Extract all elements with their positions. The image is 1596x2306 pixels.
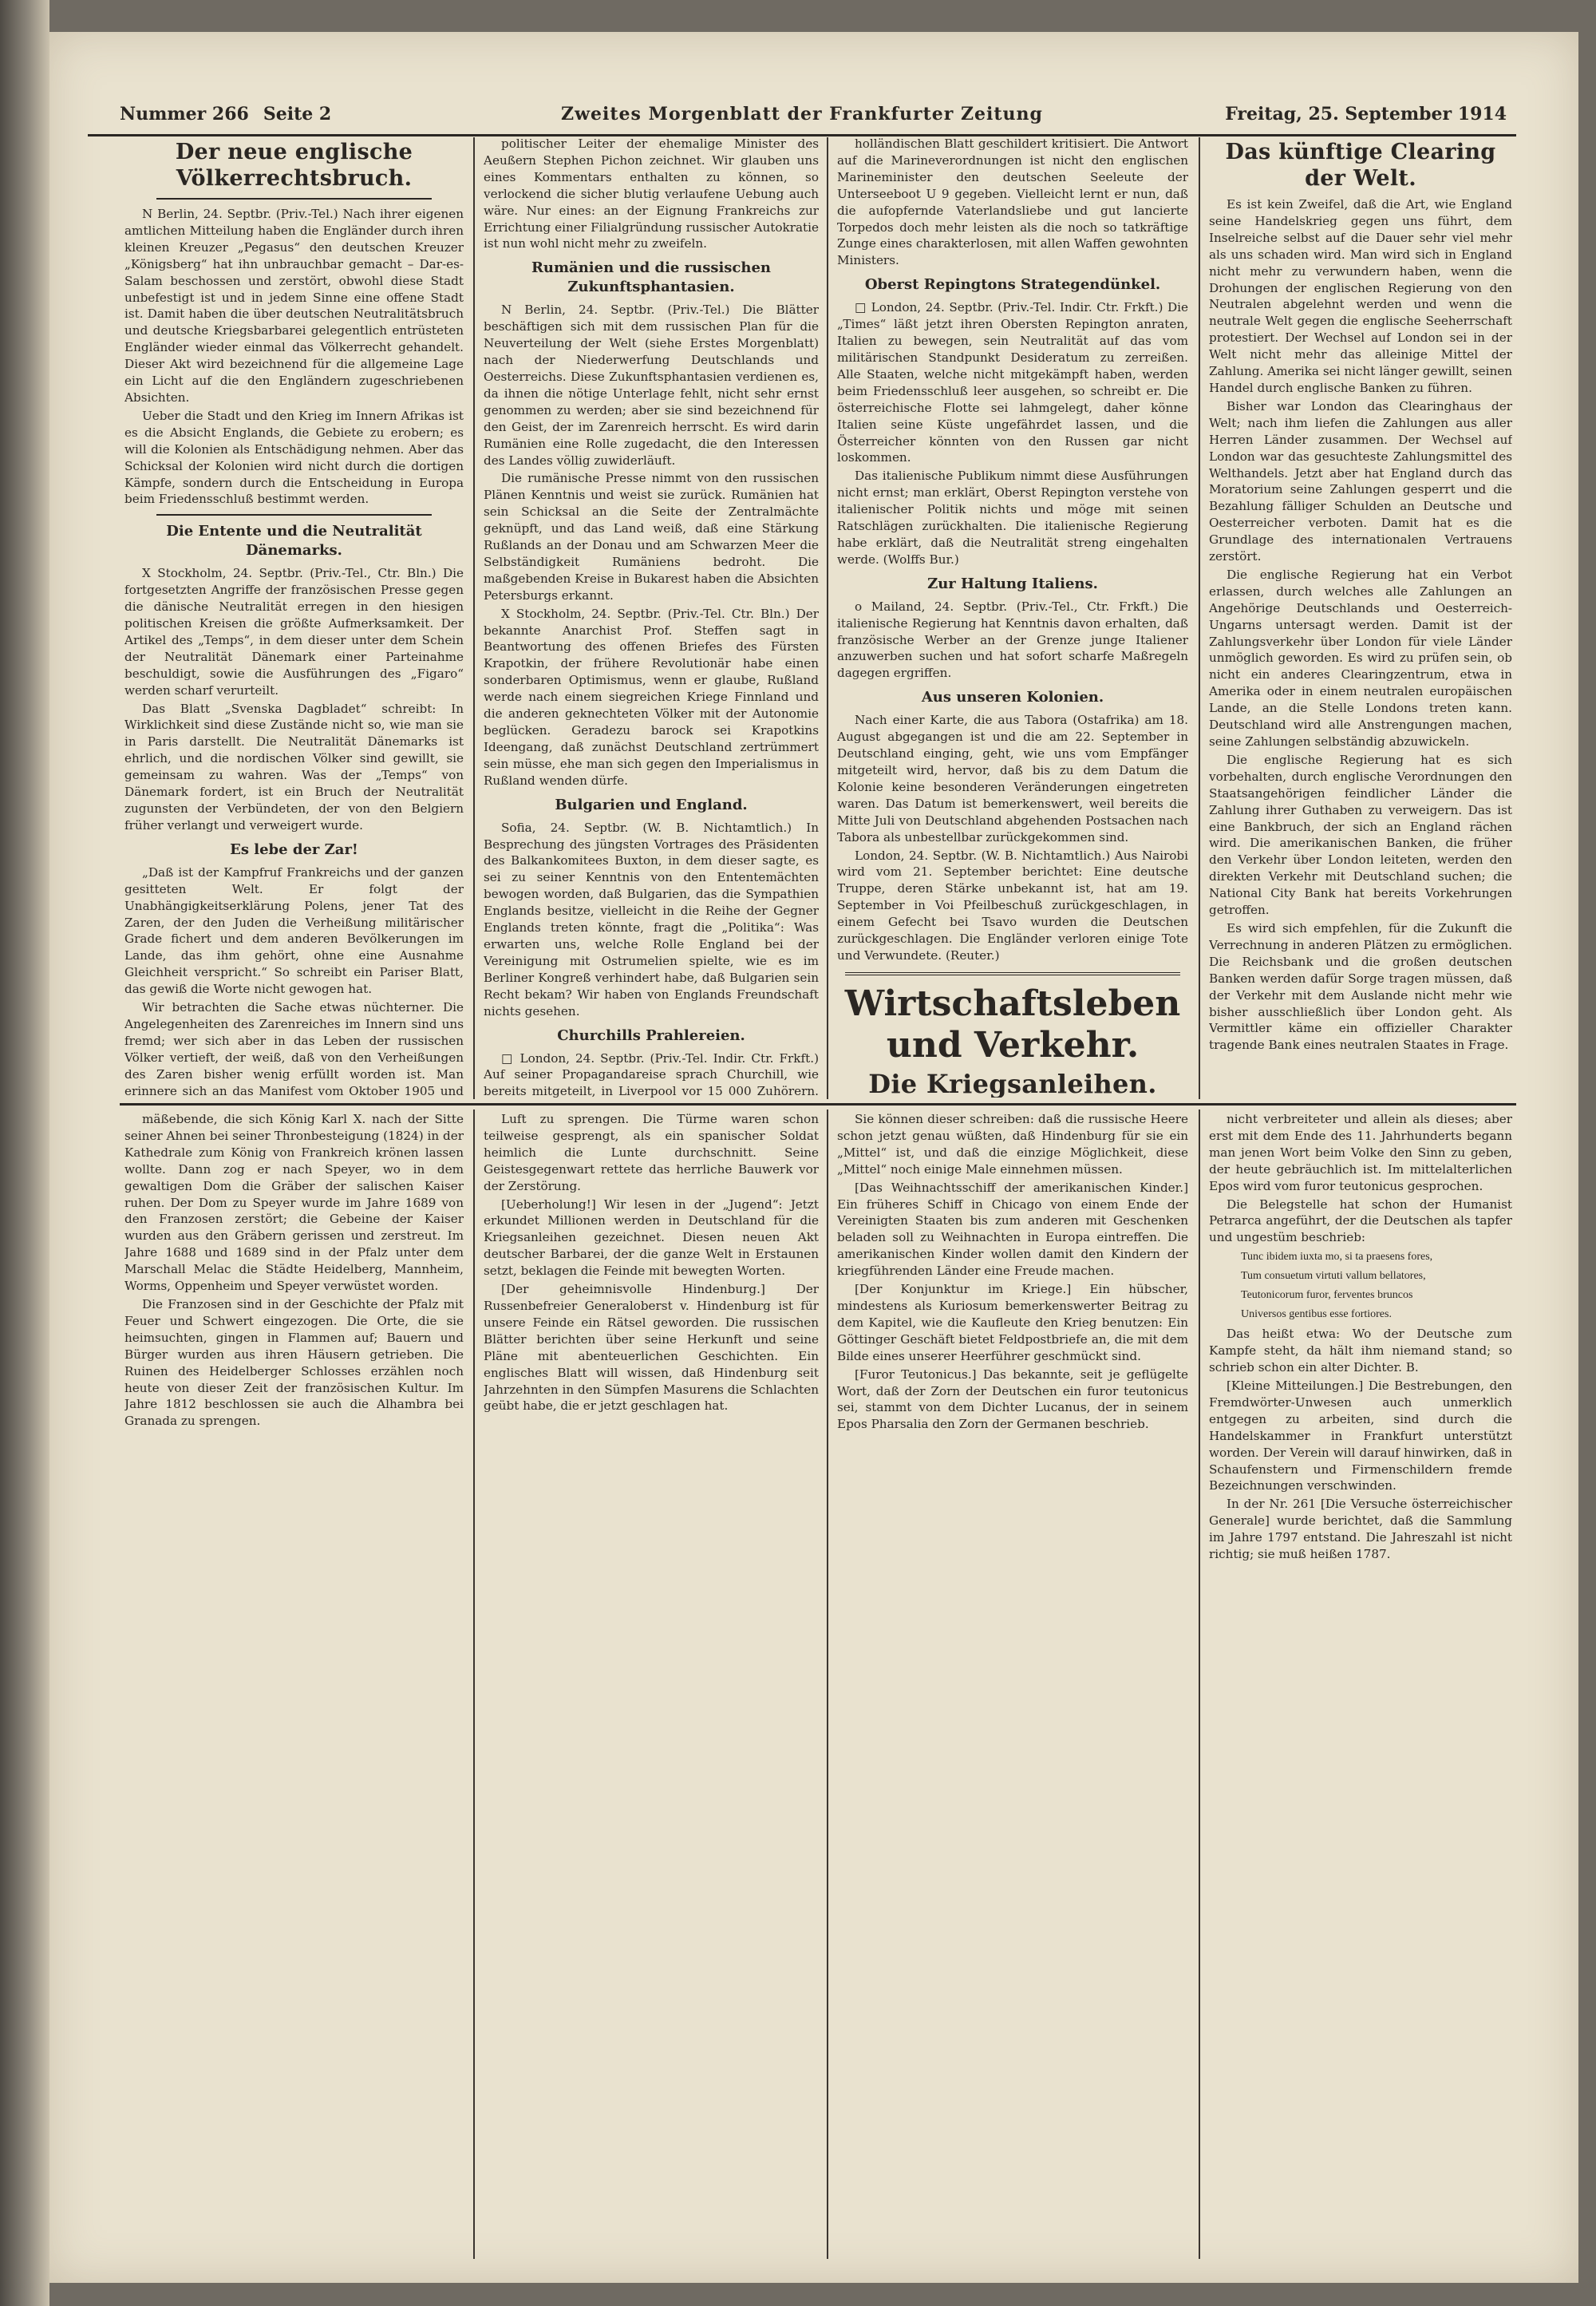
page-number: Seite 2	[263, 104, 332, 125]
article-headline: Rumänien und die russischen Zukunftsphantasien.	[531, 259, 772, 296]
article-paragraph: Wir betrachten die Sache etwas nüchterner. Die Angelegenheiten des Zarenreiches im Innern sind uns fremd; wer sich aber in das Leben der russischen Völker vertieft, der weiß, daß von den Verheißungen des Zaren bisher wenig erfüllt worden ist. Man erinnere sich an das Manifest vom Oktober 1905 und	[124, 1000, 464, 1098]
article-headline: Bulgarien und England.	[555, 796, 748, 813]
article-paragraph: [Das Weihnachtsschiff der amerikanischen Kinder.] Ein früheres Schiff in Chicago von einem Ende der Vereinigten Staaten bis zum anderen mit Geschenken beladen soll zu Weihnachten in Europa eintreffen. Die amerikanischen Kinder wollen damit den Kindern der kriegführenden Länder eine Freude machen.	[837, 1180, 1188, 1279]
article-paragraph: [Der geheimnisvolle Hindenburg.] Der Russenbefreier Generaloberst v. Hindenburg ist für unsere Feinde ein Rätsel geworden. Die russischen Blätter berichten über seine Herkunft und seine Pläne mit abenteuerlichen Geschichten. Ein englisches Blatt will wissen, daß Hindenburg seit Jahrzehnten in den Sümpfen Masurens die Schlachten geübt habe, die er jetzt geschlagen hat.	[484, 1282, 819, 1414]
column-2	[484, 136, 819, 1098]
article-headline: Das künftige Clearing der Welt.	[1225, 140, 1496, 191]
article-paragraph: Die englische Regierung hat es sich vorbehalten, durch englische Verordnungen den Staatsangehörigen feindlicher Länder die Zahlung ihrer Guthaben zu verweigern. Das ist eine Bankbruch, der sich an England rächen wird. Die amerikanischen Banken, die früher den Verkehr über London leiteten, werden den direkten Verkehr mit Deutschland suchen; die National City Bank hat bereits Vorkehrungen getroffen.	[1209, 752, 1512, 918]
article-paragraph: Ueber die Stadt und den Krieg im Innern Afrikas ist es die Absicht Englands, die Gebiete zu erobern; es will die Kolonien als Entschädigung nehmen. Aber das Schicksal der Kolonien wird nicht durch die dortigen Kämpfe, sondern durch die Entscheidung in Europa beim Friedensschluß bestimmt werden.	[124, 408, 464, 507]
article-paragraph: „Daß ist der Kampfruf Frankreichs und der ganzen gesitteten Welt. Er folgt der Unabhängigkeitserklärung Polens, jener Tat des Zaren, der den Juden die Verheißung militärischer Grade fichert und dem anderen Bevölkerungen im Lande, das ihm gehört, ohne eine Ausnahme Gleichheit verspricht.“ So schreibt ein Pariser Blatt, das gewiß die Worte nicht gewogen hat.	[124, 864, 464, 997]
article-paragraph: Sofia, 24. Septbr. (W. B. Nichtamtlich.) In Besprechung des jüngsten Vortrages des Präsidenten des Balkankomitees Buxton, in dem dieser sagte, es sei zu seiner Kenntnis von den Ententemächten bewogen worden, daß Bulgarien, das die Sympathien Englands besitze, vielleicht in die Reihe der Gegner Englands treten könnte, fragt die „Politika“: Was erwarten uns, welche Rolle England bei der Vereinigung mit Ostrumelien spielte, wie es im Berliner Kongreß verhindert habe, daß Bulgarien sein Recht bekam? Wir haben von Englands Freundschaft nichts gesehen.	[484, 820, 819, 1019]
article-paragraph: N Berlin, 24. Septbr. (Priv.-Tel.) Die Blätter beschäftigen sich mit dem russischen Plan für die Neuverteilung der Welt (siehe Erstes Morgenblatt) nach der Niederwerfung Deutschlands und Oesterreichs. Diese Zukunftsphantasien verdienen es, da ihnen die nötige Unterlage fehlt, nicht sehr ernst genommen zu werden; aber sie sind bezeichnend für den Geist, der im Zarenreich herrscht. Es wird darin Rumänien eine Rolle zugedacht, die den Interessen des Landes völlig zuwiderläuft.	[484, 303, 819, 468]
article-headline: Zur Haltung Italiens.	[927, 575, 1098, 592]
article-paragraph: Die englische Regierung hat ein Verbot erlassen, durch welches alle Zahlungen an Angehörige Deutschlands und Oesterreich-Ungarns untersagt werden. Damit ist der Zahlungsverkehr über London für viele Länder unmöglich geworden. Es wird zu prüfen sein, ob nicht ein anderes Clearingzentrum, etwa in Amerika oder in einem neutralen europäischen Lande, an die Stelle Londons treten kann. Deutschland wird alle Anstrengungen machen, seine Zahlungen selbständig abzuwickeln.	[1209, 567, 1512, 749]
bottom-column-2	[484, 1111, 819, 2253]
latin-verse-line: Tum consuetum virtuti vallum bellatores,	[1241, 1270, 1426, 1283]
article-paragraph: Die rumänische Presse nimmt von den russischen Plänen Kenntnis und weist sie zurück. Rumänien hat sein Schicksal an die Seite der Zentralmächte geknüpft, und das Land weiß, daß eine Stärkung Rußlands an der Donau und am Schwarzen Meer die Selbständigkeit Rumäniens bedroht. Die maßgebenden Kreise in Bukarest haben die Absichten Petersburgs erkannt.	[484, 471, 819, 603]
article-paragraph: o Mailand, 24. Septbr. (Priv.-Tel., Ctr. Frkft.) Die italienische Regierung hat Kenntnis davon erhalten, daß französische Werber an der Grenze junge Italiener anzuwerben suchen und hat sofort scharfe Maßregeln dagegen ergriffen.	[837, 599, 1188, 681]
column-rule	[473, 137, 475, 1099]
article-headline: Die Entente und die Neutralität Dänemarks.	[166, 523, 422, 560]
article-paragraph: mäßebende, die sich König Karl X. nach der Sitte seiner Ahnen bei seiner Thronbesteigung (1824) in der Kathedrale zum König von Frankreich krönen lassen wollte. Dann zog er nach Speyer, wo in dem gewaltigen Dom die Gräber der salischen Kaiser ruhen. Der Dom zu Speyer wurde im Jahre 1689 von den Franzosen zerstört; die Gebeine der Kaiser wurden aus den Gräbern gerissen und zerstreut. Im Jahre 1688 und 1689 sind in der Pfalz unter dem Marschall Melac die Städte Heidelberg, Mannheim, Worms, Oppenheim und Speyer verwüstet worden.	[124, 1112, 464, 1294]
book-binding	[0, 0, 49, 2306]
section-subtitle: Die Kriegsanleihen.	[868, 1068, 1157, 1098]
article-headline: Aus unseren Kolonien.	[921, 689, 1104, 706]
article-paragraph: London, 24. Septbr. (W. B. Nichtamtlich.) Aus Nairobi wird vom 21. September berichtet: Eine deutsche Truppe, deren Stärke unbekannt ist, hat am 19. September in Voi Pfeilbeschuß zurückgeschlagen, in einem Gefecht bei Tsavo wurden die Deutschen zurückgeschlagen. Die Engländer verloren einige Tote und Verwundete. (Reuter.)	[837, 848, 1188, 963]
column-4	[1209, 136, 1512, 1098]
column-rule	[1199, 1109, 1200, 2259]
article-headline: Churchills Prahlereien.	[557, 1026, 745, 1044]
article-paragraph: politischer Leiter der ehemalige Minister des Aeußern Stephen Pichon zeichnet. Wir glauben uns eines Kommentars enthalten zu können, so verlockend die sicher blutig verlaufene Uebung auch wäre. Nur eines: an der Eignung Frankreichs zur Errichtung einer Filialgründung russischer Autokratie ist nun wohl nicht mehr zu zweifeln.	[484, 136, 819, 251]
issue-date: Freitag, 25. September 1914	[1225, 104, 1507, 125]
article-paragraph: [Kleine Mitteilungen.] Die Bestrebungen, den Fremdwörter-Unwesen auch unmerklich entgegen zu arbeiten, sind durch die Handelskammer in Frankfurt unterstützt worden. Der Verein will darauf hinwirken, daß in Schaufenstern und Firmenschildern fremde Bezeichnungen verschwinden.	[1209, 1378, 1512, 1493]
article-paragraph: □ London, 24. Septbr. (Priv.-Tel. Indir. Ctr. Frkft.) Die „Times“ läßt jetzt ihren Obersten Repington anraten, Italien zu bewegen, sein Neutralität auf das vom militärischen Standpunkt Desideratum zu zerreißen. Alle Staaten, welche nicht mitgekämpft haben, werden beim Friedensschluß leer ausgehen, so schreibt er. Die österreichische Flotte sei lahmgelegt, daher könne Italien seine Küste ungefährdet lassen, und die Österreicher könnten von den Russen gar nicht loskommen.	[837, 300, 1188, 465]
article-paragraph: Die Franzosen sind in der Geschichte der Pfalz mit Feuer und Schwert eingezogen. Die Orte, die sie heimsuchten, gingen in Flammen auf; Bauern und Bürger wurden aus ihren Häusern getrieben. Die Ruinen des Heidelberger Schlosses erzählen noch heute von dieser Zeit der französischen Kultur. Im Jahre 1812 beschlossen sie auch die Alhambra bei Granada zu sprengen.	[124, 1296, 464, 1429]
column-1	[124, 136, 464, 1098]
column-rule	[827, 137, 828, 1099]
article-headline: Der neue englische Völkerrechtsbruch.	[175, 140, 413, 191]
masthead: Zweites Morgenblatt der Frankfurter Zeitung	[561, 104, 1043, 125]
article-paragraph: Es wird sich empfehlen, für die Zukunft die Verrechnung in anderen Plätzen zu ermöglichen. Die Reichsbank und die großen deutschen Banken werden dafür Sorge tragen müssen, daß der Verkehr mit dem Auslande nicht mehr wie bisher ausschließlich über London geht. Als Vermittler käme ein offizieller Charakter tragende Bank eines neutralen Staates in Frage.	[1209, 920, 1512, 1053]
article-paragraph: In der Nr. 261 [Die Versuche österreichischer Generale] wurde berichtet, daß die Sammlung im Jahre 1797 entstand. Die Jahreszahl ist nicht richtig; sie muß heißen 1787.	[1209, 1497, 1512, 1562]
article-paragraph: nicht verbreiteter und allein als dieses; aber erst mit dem Ende des 11. Jahrhunderts begann man jenen Wort beim Volke den Sinn zu geben, der heute gebräuchlich ist. Im mittelalterlichen Epos wird vom furor teutonicus gesprochen.	[1209, 1112, 1512, 1193]
article-paragraph: X Stockholm, 24. Septbr. (Priv.-Tel. Ctr. Bln.) Der bekannte Anarchist Prof. Steffen sagt in Beantwortung des offenen Briefes des Fürsten Krapotkin, der frühere Revolutionär habe einen sonderbaren Optimismus, wenn er glaube, Rußland werde nach einem siegreichen Kriege Finnland und die anderen geknechteten Völker mit der Autonomie beglücken. Geradezu barock sei Krapotkins Ideengang, daß zunächst Deutschland zertrümmert sein müsse, ehe man sich gegen den Imperialismus in Rußland wenden dürfe.	[484, 606, 819, 788]
page-header	[88, 86, 1516, 136]
article-paragraph: Das italienische Publikum nimmt diese Ausführungen nicht ernst; man erklärt, Oberst Repington verstehe von italienischer Politik nichts und möge mit seinen Ratschlägen zurückhalten. Die italienische Regierung habe erklärt, daß die Neutralität streng eingehalten werde. (Wolffs Bur.)	[837, 469, 1188, 567]
article-paragraph: holländischen Blatt geschildert kritisiert. Die Antwort auf die Marineverordnungen ist nicht den englischen Marineminister den deutschen Seeleute der Unterseeboot U 9 gegeben. Vielleicht lernt er nun, daß die aufopfernde Vaterlandsliebe und gut lancierte Torpedos doch mehr leisten als die noch so tatkräftige Zunge eines charakterlosen, mit allen Waffen gewohnten Ministers.	[837, 136, 1188, 268]
issue-number: Nummer 266	[120, 104, 249, 125]
column-3	[837, 136, 1188, 1098]
article-paragraph: N Berlin, 24. Septbr. (Priv.-Tel.) Nach ihrer eigenen amtlichen Mitteilung haben die Engländer durch ihren kleinen Kreuzer „Pegasus“ den deutschen Kreuzer „Königsberg“ hat ihn unbrauchbar gemacht – Dar-es-Salam beschossen und zerstört, obwohl diese Stadt unbefestigt ist und in jedem Sinne eine offene Stadt ist. Damit haben die über deutschen Neutralitätsbruch und deutsche Kriegsbarbarei gelegentlich entrüsteten Engländer wieder einmal das Völkerrecht gehandelt. Dieser Akt wird bezeichnend für die allgemeine Lage ein Licht auf die den Engländern zugeschriebenen Absichten.	[124, 207, 464, 405]
article-headline: Oberst Repingtons Strategendünkel.	[864, 276, 1161, 294]
bottom-column-3	[837, 1111, 1188, 2253]
article-paragraph: X Stockholm, 24. Septbr. (Priv.-Tel., Ctr. Bln.) Die fortgesetzten Angriffe der französischen Presse gegen die dänische Neutralität erregen in den hiesigen politischen Kreisen die größte Aufmerksamkeit. Der Artikel des „Temps“, in dem dieser unter dem Schein der Neutralität Dänemark einer Parteinahme beschuldigt, sowie die Ausführungen des „Figaro“ werden scharf verurteilt.	[124, 566, 464, 698]
column-rule	[1199, 137, 1200, 1099]
article-paragraph: [Der Konjunktur im Kriege.] Ein hübscher, mindestens als Kuriosum bemerkenswerter Beitrag zu dem Kapitel, wie die Kaufleute den Krieg benutzen: Ein Göttinger Geschäft bietet Feldpostbriefe an, die mit dem Bilde eines unserer Heerführer geschmückt sind.	[837, 1282, 1188, 1363]
article-paragraph: [Furor Teutonicus.] Das bekannte, seit je geflügelte Wort, daß der Zorn der Deutschen ein furor teutonicus sei, stammt von dem Dichter Lucanus, der in seinem Epos Pharsalia den Zorn der Germanen beschrieb.	[837, 1367, 1188, 1432]
column-rule	[473, 1109, 475, 2259]
article-paragraph: Das heißt etwa: Wo der Deutsche zum Kampfe steht, da hält ihm niemand stand; so schrieb schon ein alter Dichter. B.	[1209, 1327, 1512, 1375]
article-paragraph: Sie können dieser schreiben: daß die russische Heere schon jetzt genau wüßten, daß Hindenburg für sie ein „Mittel“ ist, und daß die einzige Möglichkeit, diese „Mittel“ noch einige Male einnehmen müssen.	[837, 1112, 1188, 1177]
article-paragraph: Es ist kein Zweifel, daß die Art, wie England seine Handelskrieg gegen uns führt, dem Inselreiche selbst auf die Dauer sehr viel mehr als uns schaden wird. Man wird sich in England nicht mehr zu verwundern haben, wenn die Drohungen der englischen Regierung von den Neutralen abgelehnt werden und wenn die neutrale Welt gegen die englische Seeherrschaft protestiert. Der Wechsel auf London sei in der Welt nicht mehr das alleinige Mittel der Zahlung. Amerika sei nicht länger gewillt, seinen Handel durch englische Banken zu führen.	[1209, 197, 1512, 395]
section-divider	[120, 1103, 1516, 1106]
divider	[156, 198, 432, 200]
bottom-column-1	[124, 1111, 464, 2253]
latin-verse-line: Universos gentibus esse fortiores.	[1241, 1308, 1392, 1321]
section-title: Wirtschaftsleben und Verkehr.	[844, 983, 1181, 1066]
bottom-column-4	[1209, 1111, 1512, 2253]
article-paragraph: Bisher war London das Clearinghaus der Welt; nach ihm liefen die Zahlungen aus aller Herren Länder zusammen. Der Wechsel auf London war das gesuchteste Zahlungsmittel des Welthandels. Jetzt aber hat England durch das Moratorium seine Zahlungen gesperrt und die Bezahlung fälliger Schulden an Deutsche und Oesterreicher verboten. Damit hat es die Grundlage des internationalen Vertrauens zerstört.	[1209, 398, 1512, 564]
divider	[156, 514, 432, 516]
article-paragraph: Das Blatt „Svenska Dagbladet“ schreibt: In Wirklichkeit sind diese Zustände nicht so, wie man sie in Paris darstellt. Die Neutralität Dänemarks ist ehrlich, und die nordischen Völker sind gewillt, sie gemeinsam zu wahren. Was der „Temps“ von Dänemark fordert, ist ein Bruch der Neutralität zugunsten der Verbündeten, der von den Belgiern früher verlangt und verweigert wurde.	[124, 701, 464, 833]
article-paragraph: Nach einer Karte, die aus Tabora (Ostafrika) am 18. August abgegangen ist und die am 22. September in Deutschland einging, geht, wie uns vom Empfänger mitgeteilt wird, hervor, daß bis zu dem Datum die Kolonie keine besonderen Veränderungen eingetreten waren. Das Datum ist bemerkenswert, weil bereits die Mitte Juli von Deutschland abgehenden Postsachen nach Tabora als unbestellbar zurückgekommen sind.	[837, 713, 1188, 844]
article-paragraph: [Ueberholung!] Wir lesen in der „Jugend“: Jetzt erkundet Millionen werden in Deutschland für die Kriegsanleihen gezeichnet. Diesen neuen Akt deutscher Barbarei, der die ganze Welt in Erstaunen setzt, beklagen die Feinde mit bewegten Worten.	[484, 1197, 819, 1279]
column-rule	[827, 1109, 828, 2259]
latin-verse-line: Tunc ibidem iuxta mo, si ta praesens fores,	[1241, 1251, 1433, 1264]
article-paragraph: Die Belegstelle hat schon der Humanist Petrarca angeführt, der die Deutschen als tapfer und ungestüm beschrieb:	[1209, 1197, 1512, 1245]
article-headline: Es lebe der Zar!	[230, 841, 358, 858]
latin-verse-line: Teutonicorum furor, ferventes bruncos	[1241, 1289, 1413, 1302]
article-paragraph: □ London, 24. Septbr. (Priv.-Tel. Indir. Ctr. Frkft.) Auf seiner Propagandareise sprach Churchill, wie bereits mitgeteilt, in Liverpool vor 15 000 Zuhörern.	[484, 1050, 819, 1098]
divider	[845, 972, 1180, 975]
article-paragraph: Luft zu sprengen. Die Türme waren schon teilweise gesprengt, als ein spanischer Soldat heimlich die Lunte durchschnitt. Seine Geistesgegenwart rettete das herrliche Bauwerk vor der Zerstörung.	[484, 1112, 819, 1193]
